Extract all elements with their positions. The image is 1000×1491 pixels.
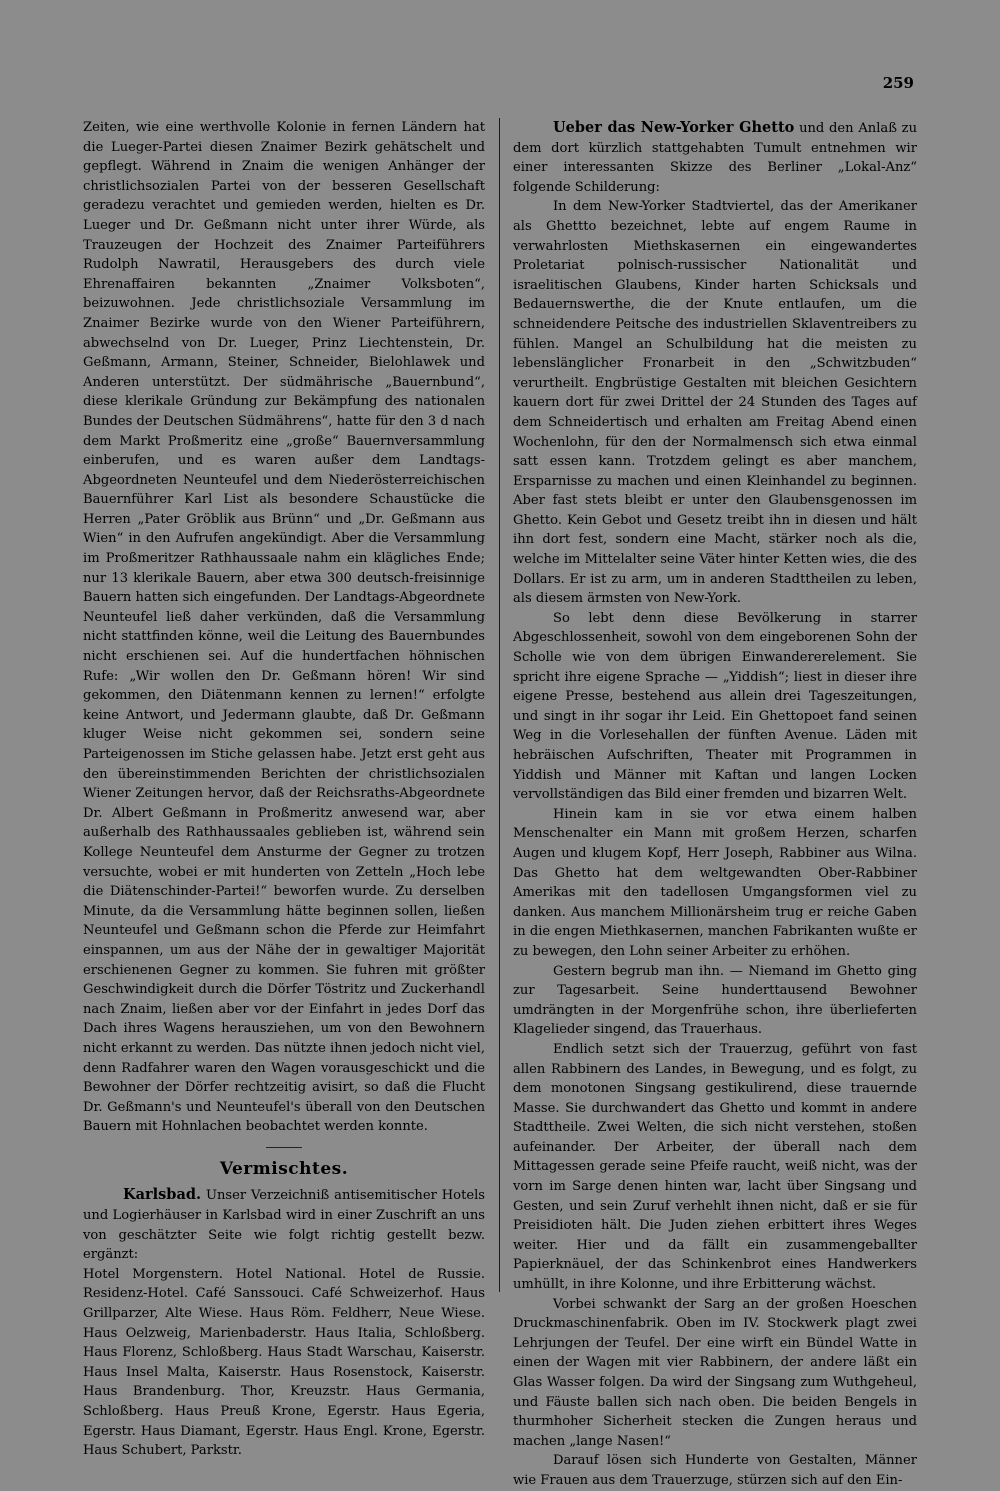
section-heading: Vermischtes. [219,1158,349,1179]
right-paragraph: Gestern begrub man ihn. — Niemand im Ghetto ging zur Tagesarbeit. Seine hunderttausend Bewohner umdrängten in der Morgenfrühe schon, ihre überlieferten Klagelieder singend, das Trauerhaus. [513,963,917,1038]
right-paragraph: Darauf lösen sich Hunderte von Gestalten, Männer wie Frauen aus dem Trauerzuge, stürzen sich auf den Ein- [513,1453,917,1488]
karlsbad-paragraph [83,1185,485,1264]
ghetto-intro-text: und den Anlaß zu dem dort kürzlich stattgehabten Tumult entnehmen wir einer interessanten Skizze des Berliner „Lokal-Anz“ folgende Schilderung: [513,121,918,195]
right-column [513,118,917,1491]
column-divider [499,118,500,1292]
karlsbad-lead: Karlsbad. [123,1186,202,1204]
right-paragraph: Vorbei schwankt der Sarg an der großen Hoeschen Druckmaschinenfabrik. Oben im IV. Stockwerk plagt zwei Lehrjungen der Teufel. Der eine wirft ein Bündel Watte in einen der Wagen mit vier Rabbinern, der andere läßt ein Glas Wasser folgen. Da wird der Singsang zum Wuthgeheul, und Fäuste ballen sich nach oben. Die beiden Bengels in thurmhoher Sicherheit stecken die Zungen heraus und machen „lange Nasen!“ [513,1296,917,1449]
ghetto-lead: Ueber das New-Yorker Ghetto [553,119,795,136]
page-number: 259 [882,74,914,92]
right-paragraph: Endlich setzt sich der Trauerzug, geführt von fast allen Rabbinern des Landes, in Bewegung, und es folgt, zu dem monotonen Singsang gestikulirend, diese trauernde Masse. Sie durchwandert das Ghetto und kommt in andere Stadttheile. Zwei Welten, die sich nicht verstehen, stoßen aufeinander. Der Arbeiter, der überall nach dem Mittagessen gerade seine Pfeife raucht, weiß nicht, was der vorn im Sarge denen hinten war, lacht über Singsang und Gesten, und sein Zuruf verhehlt ihnen nicht, daß er sie für Preisidioten hält. Die Juden ziehen erbittert ihres Weges weiter. Hier und da fällt ein zusammengeballter Papierknäuel, der das Schinkenbrot eines Handwerkers umhüllt, in ihre Kolonne, und ihre Erbitterung wächst. [513,1041,917,1293]
right-paragraph: Hinein kam in sie vor etwa einem halben Menschenalter ein Mann mit großem Herzen, scharfen Augen und klugem Kopf, Herr Joseph, Rabbiner aus Wilna. Das Ghetto hat dem weltgewandten Ober-Rabbiner Amerikas mit den tadellosen Umgangsformen viel zu danken. Aus manchem Millionärsheim trug er reiche Gaben in die engen Miethkasernen, manchen Fabrikanten wußte er zu bewegen, den Lohn seiner Arbeiter zu erhöhen. [513,806,917,959]
hotel-list: Hotel Morgenstern. Hotel National. Hotel de Russie. Residenz-Hotel. Café Sanssouci. Café Schweizerhof. Haus Grillparzer, Alte Wiese. Haus Röm. Feldherr, Neue Wiese. Haus Oelzweig, Marienbaderstr. Haus Italia, Schloßberg. Haus Florenz, Schloßberg. Haus Stadt Warschau, Kaiserstr. Haus Insel Malta, Kaiserstr. Haus Rosenstock, Kaiserstr. Haus Brandenburg. Thor, Kreuzstr. Haus Germania, Schloßberg. Haus Preuß Krone, Egerstr. Haus Egeria, Egerstr. Haus Diamant, Egerstr. Haus Engl. Krone, Egerstr. Haus Schubert, Parkstr. [83,1266,485,1459]
right-paragraph: So lebt denn diese Bevölkerung in starrer Abgeschlossenheit, sowohl von dem eingeborenen Sohn der Scholle wie von dem übrigen Einwandererelement. Sie spricht ihre eigene Sprache — „Yiddish“; liest in dieser ihre eigene Presse, bestehend aus allein drei Tageszeitungen, und singt in ihr sogar ihr Leid. Ein Ghettopoet fand seinen Weg in die Vorlesehallen der fünften Avenue. Läden mit hebräischen Aufschriften, Theater mit Programmen in Yiddish und Männer mit Kaftan und langen Locken vervollständigen das Bild einer fremden und bizarren Welt. [513,610,917,803]
left-paragraph: Zeiten, wie eine werthvolle Kolonie in fernen Ländern hat die Lueger-Partei diesen Znaimer Bezirk gehätschelt und gepflegt. Während in Znaim die wenigen Anhänger der christlichsozialen Partei von der besseren Gesellschaft geradezu verachtet und gemieden werden, hielten es Dr. Lueger und Dr. Geßmann nicht unter ihrer Würde, als Trauzeugen der Hochzeit des Znaimer Parteiführers Rudolph Nawratil, Herausgebers des durch viele Ehrenaffairen bekannten „Znaimer Volksboten“, beizuwohnen. Jede christlichsoziale Versammlung im Znaimer Bezirke wurde von den Wiener Parteiführern, abwechselnd von Dr. Lueger, Prinz Liechtenstein, Dr. Geßmann, Armann, Steiner, Schneider, Bielohlawek und Anderen unterstützt. Der südmährische „Bauernbund“, diese klerikale Gründung zur Bekämpfung des nationalen Bundes der Deutschen Südmährens“, hatte für den 3 d nach dem Markt Proßmeritz eine „große“ Bauernversammlung einberufen, und es waren außer dem Landtags-Abgeordneten Neunteufel und dem Niederösterreichischen Bauernführer Karl List als besondere Schaustücke die Herren „Pater Gröblik aus Brünn“ und „Dr. Geßmann aus Wien“ in den Aufrufen angekündigt. Aber die Versammlung im Proßmeritzer Rathhaussaale nahm ein klägliches Ende; nur 13 klerikale Bauern, aber etwa 300 deutsch-freisinnige Bauern hatten sich eingefunden. Der Landtags-Abgeordnete Neunteufel ließ daher verkünden, daß die Versammlung nicht stattfinden könne, weil die Leitung des Bauernbundes nicht erschienen sei. Auf die hundertfachen höhnischen Rufe: „Wir wollen den Dr. Geßmann hören! Wir sind gekommen, den Diätenmann kennen zu lernen!“ erfolgte keine Antwort, und Jedermann glaubte, daß Dr. Geßmann kluger Weise nicht gekommen sei, sondern seine Parteigenossen im Stiche gelassen habe. Jetzt erst geht aus den übereinstimmenden Berichten der christlichsozialen Wiener Zeitungen hervor, daß der Reichsraths-Abgeordnete Dr. Albert Geßmann in Proßmeritz anwesend war, aber außerhalb des Rathhaussaales geblieben ist, während sein Kollege Neunteufel dem Ansturme der Gegner zu trotzen versuchte, wobei er mit hunderten von Zetteln „Hoch lebe die Diätenschinder-Partei!“ beworfen wurde. Zu derselben Minute, da die Versammlung hätte beginnen sollen, ließen Neunteufel und Geßmann schon die Pferde zur Heimfahrt einspannen, um aus der Nähe der in gewaltiger Majorität erschienenen Gegner zu kommen. Sie fuhren mit größter Geschwindigkeit durch die Dörfer Töstritz und Zuckerhandl nach Znaim, ließen aber vor der Einfahrt in jedes Dorf das Dach ihres Wagens herausziehen, um von den Bewohnern nicht erkannt zu werden. Das nützte ihnen jedoch nicht viel, denn Radfahrer waren den Wagen vorausgeschickt und die Bewohner der Dörfer rechtzeitig avisirt, so daß die Flucht Dr. Geßmann's und Neunteufel's überall von den Deutschen Bauern mit Hohnlachen beobachtet werden konnte. [83,120,485,1135]
section-separator [266,1147,302,1148]
karlsbad-text: Unser Verzeichniß antisemitischer Hotels und Logierhäuser in Karlsbad wird in einer Zuschrift an uns von geschätzter Seite wie folgt richtig gestellt bezw. ergänzt: [83,1188,485,1263]
right-paragraph: In dem New-Yorker Stadtviertel, das der Amerikaner als Ghettto bezeichnet, lebte auf engem Raume in verwahrlosten Miethskasernen ein eingewandertes Proletariat polnisch-russischer Nationalität und israelitischen Glaubens, Kinder harten Schicksals und Bedauernswerthe, die der Knute entlaufen, um die schneidendere Peitsche des industriellen Sklaventreibers zu fühlen. Mangel an Schulbildung hat die meisten zu lebenslänglicher Fronarbeit in den „Schwitzbuden“ verurtheilt. Engbrüstige Gestalten mit bleichen Gesichtern kauern dort für zwei Drittel der 24 Stunden des Tages auf dem Schneidertisch und erhalten am Freitag Abend einen Wochenlohn, für den der Normalmensch sich etwa einmal satt essen kann. Trotzdem gelingt es aber manchem, Ersparnisse zu machen und einen Kleinhandel zu beginnen. Aber fast stets bleibt er unter den Glaubensgenossen im Ghetto. Kein Gebot und Gesetz treibt ihn in diesen und hält ihn dort fest, sondern eine Macht, stärker noch als die, welche im Mittelalter seine Väter hinter Ketten wies, die des Dollars. Er ist zu arm, um in anderen Stadttheilen zu leben, als diesem ärmsten von New-York. [513,199,917,607]
ghetto-intro [513,118,917,197]
left-column [83,118,485,1461]
